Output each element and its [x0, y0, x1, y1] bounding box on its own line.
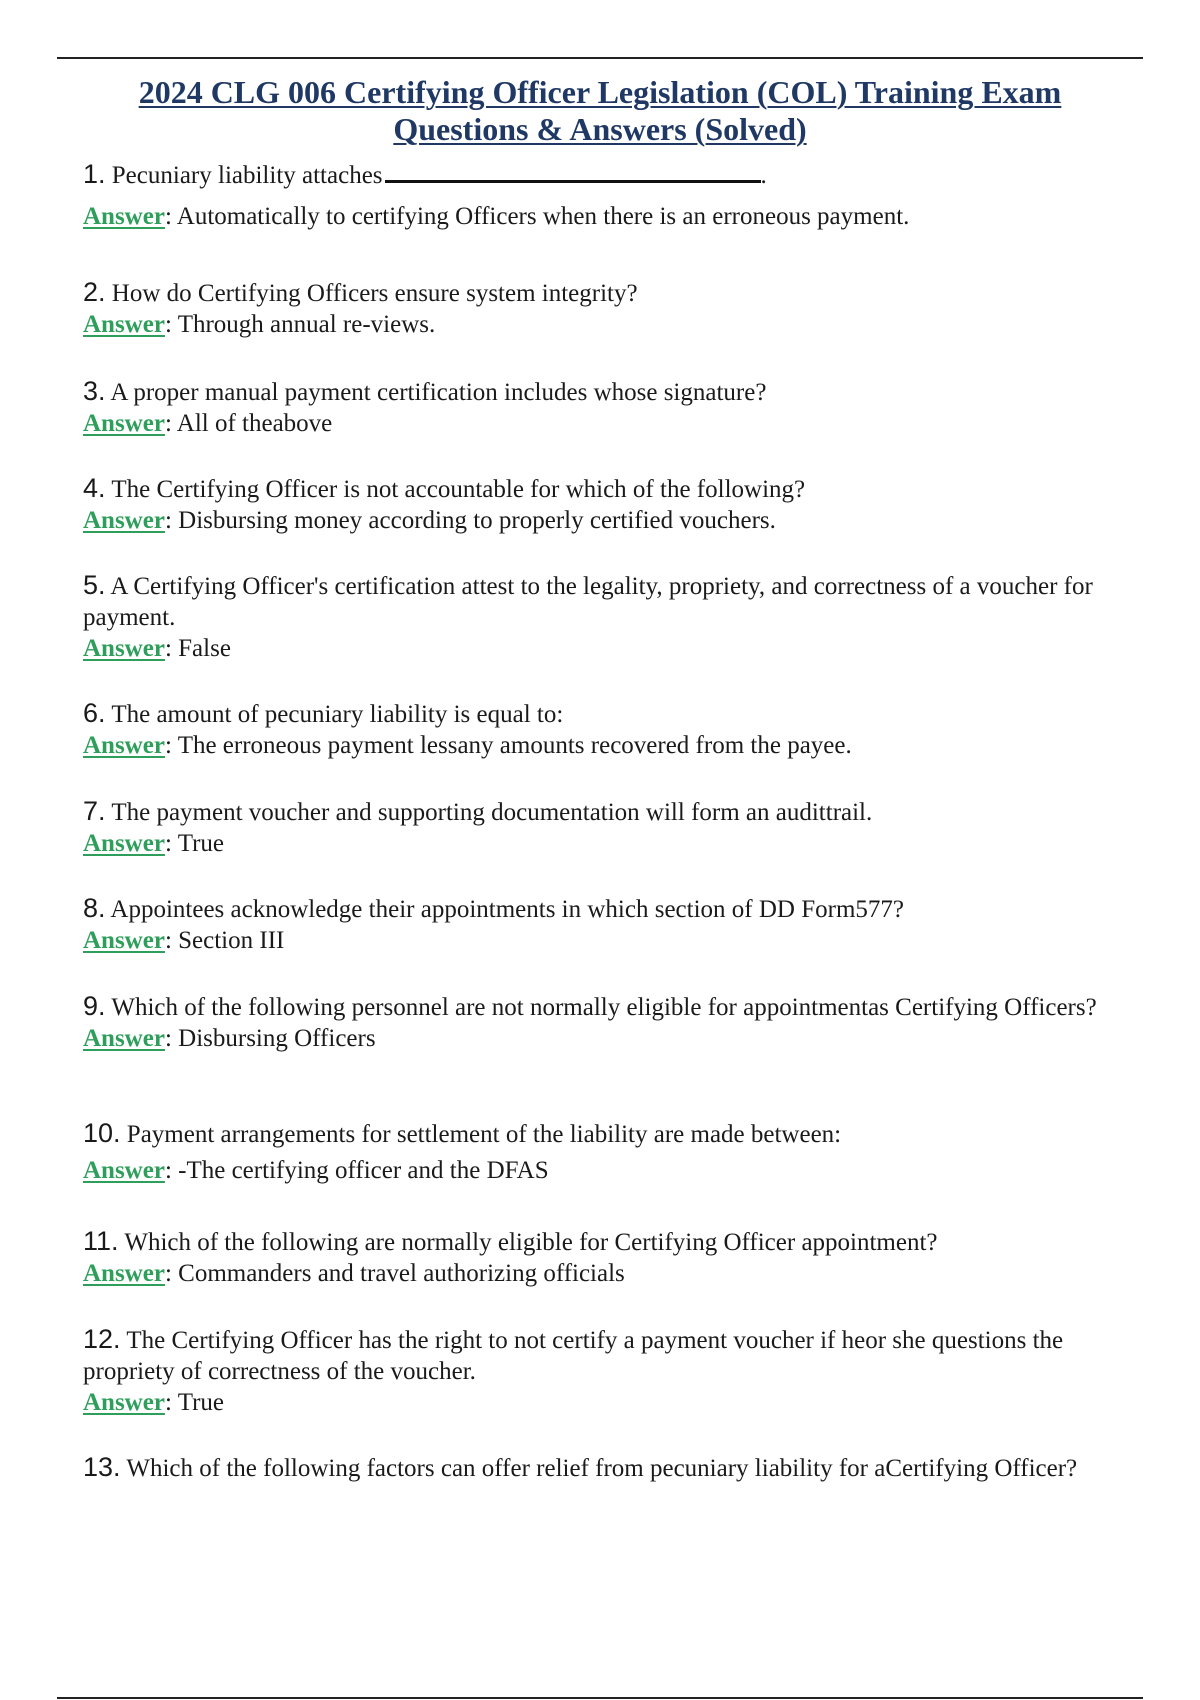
- answer-text: Automatically to certifying Officers when there is an erroneous payment.: [176, 203, 910, 230]
- question-text: Which of the following personnel are not normally eligible for appointmentas Certifying Officers?: [111, 994, 1097, 1021]
- question: [83, 991, 1153, 1023]
- question-text: The Certifying Officer is not accountable for which of the following?: [111, 476, 806, 503]
- answer-text: -The certifying officer and the DFAS: [178, 1157, 549, 1184]
- question-text: Payment arrangements for settlement of the liability are made between:: [126, 1121, 842, 1148]
- title-line-2: Questions & Answers (Solved): [393, 111, 807, 147]
- question: [83, 698, 1153, 730]
- question-number: 3.: [83, 376, 106, 406]
- answer-label: Answer: [83, 311, 165, 338]
- qa-item-2: [83, 277, 1153, 340]
- answer: Answer: False: [83, 635, 231, 662]
- answer-text: Disbursing Officers: [178, 1025, 376, 1052]
- question: [83, 1324, 1153, 1387]
- question-text: Pecuniary liability attaches: [111, 162, 383, 189]
- question-text: Which of the following factors can offer relief from pecuniary liability for aCertifying Officer?: [126, 1455, 1078, 1482]
- answer: Answer: All of theabove: [83, 410, 333, 437]
- question: [83, 473, 1153, 505]
- question-text: A Certifying Officer's certification attest to the legality, propriety, and correctness of a voucher for payment.: [83, 573, 1093, 631]
- qa-item-4: [83, 473, 1153, 536]
- question: [83, 893, 1153, 925]
- document-title: [100, 74, 1100, 148]
- qa-item-5: [83, 570, 1153, 664]
- question-number: 10.: [83, 1118, 121, 1148]
- answer-text: True: [177, 1389, 225, 1416]
- question-number: 13.: [83, 1452, 121, 1482]
- answer-label: Answer: [83, 635, 165, 662]
- qa-item-12: [83, 1324, 1153, 1418]
- question-number: 2.: [83, 277, 106, 307]
- qa-item-3: [83, 376, 1153, 439]
- qa-item-7: [83, 796, 1153, 859]
- answer-label: Answer: [83, 927, 165, 954]
- question-text: The amount of pecuniary liability is equal to:: [111, 701, 564, 728]
- title-line-1: 2024 CLG 006 Certifying Officer Legislation (COL) Training Exam: [138, 74, 1062, 110]
- answer-text: All of theabove: [176, 410, 333, 437]
- answer: Answer: Section III: [83, 927, 285, 954]
- answer-label: Answer: [83, 732, 165, 759]
- qa-item-11: [83, 1226, 1153, 1289]
- top-rule: [57, 57, 1143, 59]
- answer-text: Commanders and travel authorizing officials: [178, 1260, 625, 1287]
- question-text: How do Certifying Officers ensure system integrity?: [111, 280, 638, 307]
- answer-label: Answer: [83, 1389, 165, 1416]
- qa-item-13: [83, 1452, 1153, 1484]
- qa-item-9: [83, 991, 1153, 1054]
- question-text: A proper manual payment certification includes whose signature?: [110, 379, 767, 406]
- answer-label: Answer: [83, 1260, 165, 1287]
- answer: Answer: Disbursing Officers: [83, 1025, 376, 1052]
- answer: Answer: Automatically to certifying Officers when there is an erroneous payment.: [83, 203, 910, 230]
- question: [83, 376, 1153, 408]
- question: [83, 1226, 1153, 1258]
- answer: Answer: Commanders and travel authorizing officials: [83, 1260, 625, 1287]
- answer-label: Answer: [83, 1025, 165, 1052]
- question-trailing: .: [760, 162, 767, 189]
- bottom-rule: [57, 1697, 1143, 1699]
- question-text: Which of the following are normally eligible for Certifying Officer appointment?: [124, 1229, 938, 1256]
- question-text: The Certifying Officer has the right to not certify a payment voucher if heor she questions the propriety of correctness of the voucher.: [83, 1327, 1064, 1385]
- answer: Answer: -The certifying officer and the DFAS: [83, 1157, 549, 1184]
- answer-label: Answer: [83, 1157, 165, 1184]
- qa-item-1: [83, 159, 1153, 232]
- answer-text: False: [178, 635, 231, 662]
- question-number: 7.: [83, 796, 106, 826]
- question: [83, 570, 1153, 633]
- answer-label: Answer: [83, 830, 165, 857]
- qa-item-10: [83, 1118, 1153, 1186]
- answer-label: Answer: [83, 203, 165, 230]
- answer-label: Answer: [83, 507, 165, 534]
- question-number: 4.: [83, 473, 106, 503]
- answer: Answer: Disbursing money according to properly certified vouchers.: [83, 507, 776, 534]
- answer-text: Through annual re-views.: [177, 311, 436, 338]
- question: [83, 1118, 1153, 1150]
- question-number: 8.: [83, 893, 106, 923]
- answer-blank: [385, 160, 761, 183]
- answer-text: Disbursing money according to properly certified vouchers.: [178, 507, 776, 534]
- question-text: Appointees acknowledge their appointments in which section of DD Form577?: [110, 896, 904, 923]
- question: [83, 796, 1153, 828]
- question-number: 1.: [83, 159, 106, 189]
- question: [83, 1452, 1153, 1484]
- answer: Answer: True: [83, 830, 225, 857]
- qa-item-8: [83, 893, 1153, 956]
- question: [83, 277, 1153, 309]
- answer: Answer: The erroneous payment lessany amounts recovered from the payee.: [83, 732, 852, 759]
- answer-text: Section III: [178, 927, 285, 954]
- answer: Answer: True: [83, 1389, 225, 1416]
- question-number: 5.: [83, 570, 106, 600]
- question-number: 9.: [83, 991, 106, 1021]
- answer: Answer: Through annual re-views.: [83, 311, 436, 338]
- question-number: 11.: [83, 1226, 119, 1256]
- question-text: The payment voucher and supporting documentation will form an audittrail.: [111, 799, 873, 826]
- answer-text: True: [177, 830, 225, 857]
- question-number: 12.: [83, 1324, 121, 1354]
- answer-text: The erroneous payment lessany amounts recovered from the payee.: [177, 732, 852, 759]
- question-number: 6.: [83, 698, 106, 728]
- answer-label: Answer: [83, 410, 165, 437]
- qa-item-6: [83, 698, 1153, 761]
- question: [83, 159, 1153, 191]
